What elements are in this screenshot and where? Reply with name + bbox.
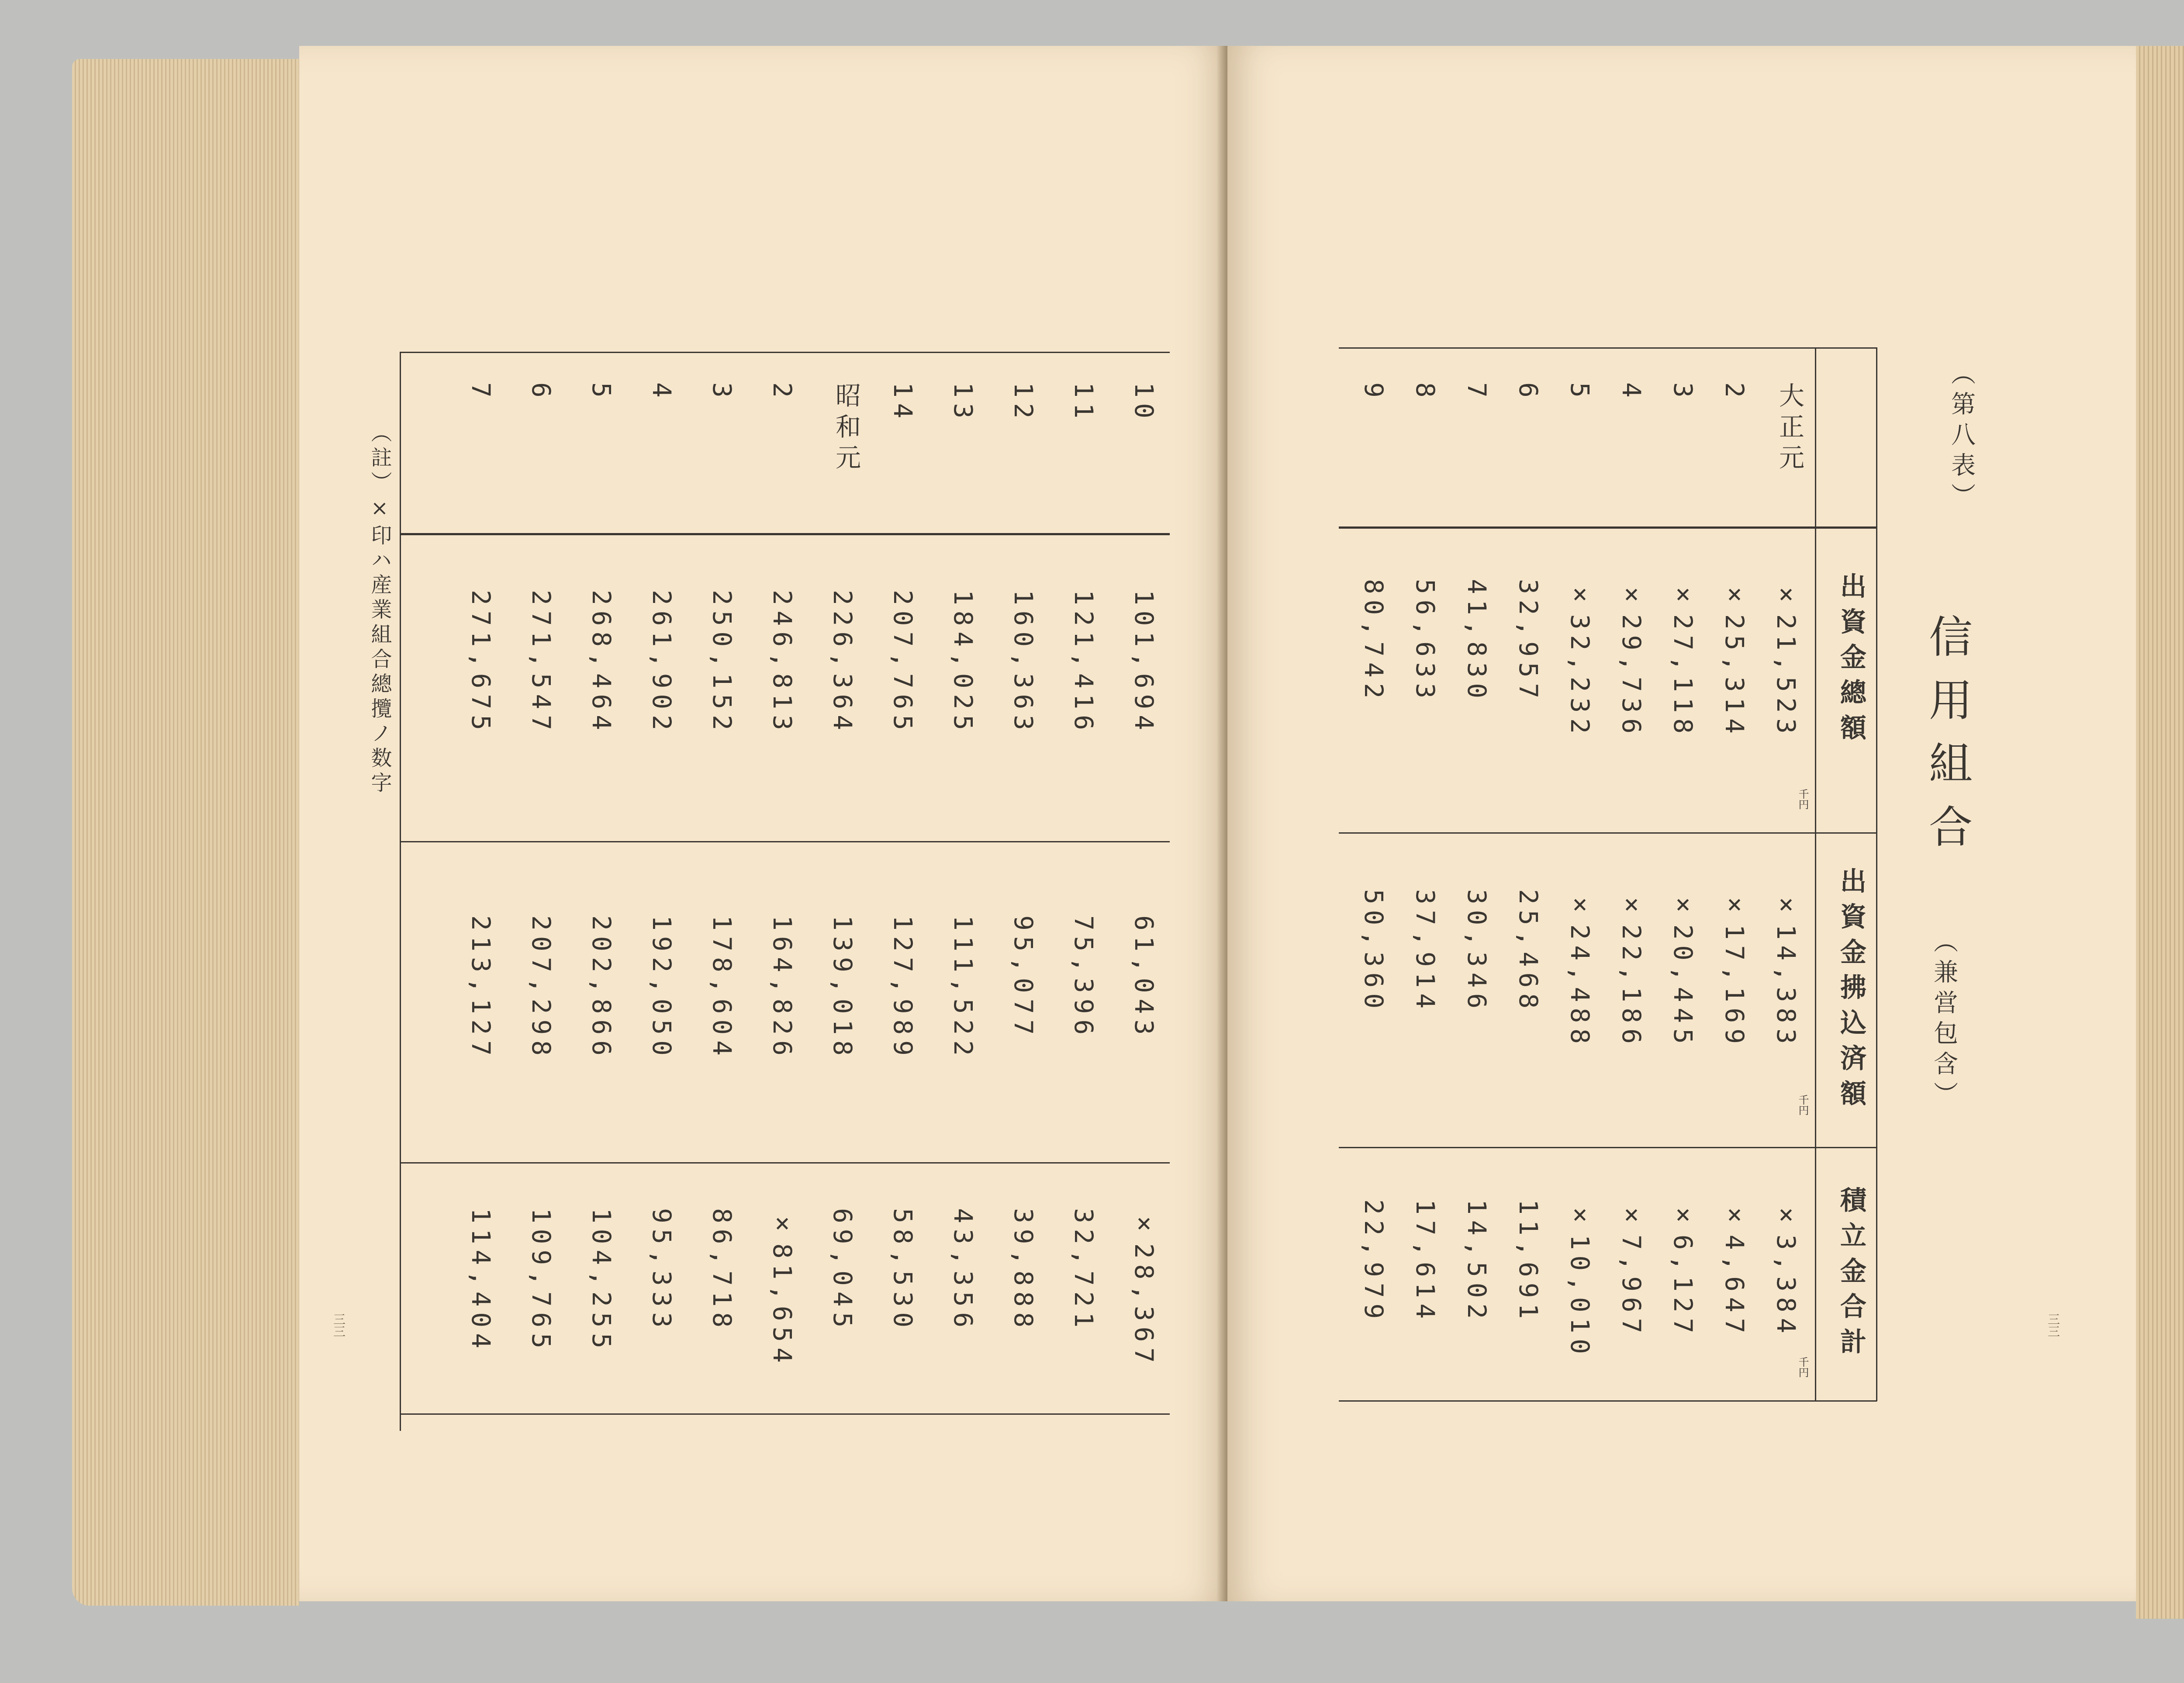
reserve-cell: ×3,384 [1771, 1199, 1801, 1339]
total-cell: 226,364 [828, 590, 857, 736]
right-page-edges [2136, 46, 2184, 1619]
year-cell: 4 [1617, 382, 1646, 403]
paid-cell: 111,522 [948, 915, 978, 1061]
year-cell: 14 [888, 382, 918, 424]
reserve-cell: 86,718 [707, 1208, 737, 1333]
total-cell: 80,742 [1359, 579, 1389, 704]
total-cell: 32,957 [1514, 579, 1543, 704]
total-cell: ×27,118 [1668, 579, 1698, 739]
reserve-cell: 69,045 [828, 1208, 857, 1333]
reserve-cell: 11,691 [1514, 1199, 1543, 1325]
total-cell: 268,464 [587, 590, 616, 736]
reserve-cell: 58,530 [888, 1208, 918, 1333]
paid-cell: 213,127 [466, 915, 496, 1061]
year-cell: 5 [587, 382, 616, 403]
year-cell: 8 [1410, 382, 1440, 403]
year-cell: 6 [526, 382, 556, 403]
paid-cell: 75,396 [1069, 915, 1099, 1041]
year-cell: 3 [707, 382, 737, 403]
reserve-cell: 104,255 [587, 1208, 616, 1354]
total-cell: 271,547 [526, 590, 556, 736]
year-cell: 5 [1565, 382, 1595, 403]
total-cell: 271,675 [466, 590, 496, 736]
total-cell: 160,363 [1009, 590, 1038, 736]
reserve-cell: 14,502 [1462, 1199, 1492, 1325]
total-cell: 41,830 [1462, 579, 1492, 704]
header-paid: 出資金拂込済額 [1836, 867, 1866, 1115]
paid-cell: 202,866 [587, 915, 616, 1061]
header-total: 出資金總額 [1836, 572, 1866, 749]
paid-cell: 207,298 [526, 915, 556, 1061]
reserve-cell: 43,356 [948, 1208, 978, 1333]
reserve-cell: ×4,647 [1720, 1199, 1749, 1339]
paid-cell: 25,468 [1514, 889, 1543, 1015]
reserve-cell: ×28,367 [1129, 1208, 1159, 1368]
reserve-cell: 114,404 [466, 1208, 496, 1354]
left-page [299, 46, 1227, 1601]
paid-cell: 95,077 [1009, 915, 1038, 1041]
total-cell: 56,633 [1410, 579, 1440, 704]
reserve-cell: 22,979 [1359, 1199, 1389, 1325]
year-cell: 11 [1069, 382, 1099, 424]
total-cell: ×25,314 [1720, 579, 1749, 739]
paid-cell: 192,050 [647, 915, 677, 1061]
paid-cell: 127,989 [888, 915, 918, 1061]
paid-cell: ×17,169 [1720, 889, 1749, 1049]
total-cell: 261,902 [647, 590, 677, 736]
year-cell: 4 [647, 382, 677, 403]
total-cell: 184,025 [948, 590, 978, 736]
total-cell: 101,694 [1129, 590, 1159, 736]
footnote: （註）×印ハ産業組合總攬ノ数字 [367, 422, 392, 796]
year-cell: 7 [466, 382, 496, 403]
header-reserve: 積立金合計 [1836, 1186, 1866, 1363]
year-cell: 大正元 [1775, 382, 1804, 475]
reserve-cell: 109,765 [526, 1208, 556, 1354]
total-cell: 250,152 [707, 590, 737, 736]
left-page-edges [72, 59, 299, 1606]
table-title: 信用組合 [1921, 614, 1973, 867]
unit-mark: 千円 [1797, 1357, 1809, 1378]
page-number: 三三 [2046, 1313, 2060, 1337]
reserve-cell: ×81,654 [767, 1208, 797, 1368]
paid-cell: 139,018 [828, 915, 857, 1061]
year-cell: 2 [1720, 382, 1749, 403]
total-cell: 121,416 [1069, 590, 1099, 736]
paid-cell: 50,360 [1359, 889, 1389, 1015]
year-cell: 9 [1359, 382, 1389, 403]
year-cell: 2 [767, 382, 797, 403]
year-cell: 昭和元 [831, 382, 861, 475]
year-cell: 10 [1129, 382, 1159, 424]
paid-cell: ×20,445 [1668, 889, 1698, 1049]
paid-cell: ×24,488 [1565, 889, 1595, 1049]
paid-cell: 178,604 [707, 915, 737, 1061]
table-subtitle: （兼営包含） [1930, 928, 1958, 1112]
total-cell: ×32,232 [1565, 579, 1595, 739]
paid-cell: 61,043 [1129, 915, 1159, 1041]
reserve-cell: ×10,010 [1565, 1199, 1595, 1360]
year-cell: 3 [1668, 382, 1698, 403]
year-cell: 6 [1514, 382, 1543, 403]
paid-cell: ×22,186 [1617, 889, 1646, 1049]
reserve-cell: ×6,127 [1668, 1199, 1698, 1339]
paid-cell: 37,914 [1410, 889, 1440, 1015]
total-cell: 246,813 [767, 590, 797, 736]
reserve-cell: 95,333 [647, 1208, 677, 1333]
right-page [1227, 46, 2136, 1601]
unit-mark: 千円 [1797, 1094, 1809, 1115]
reserve-cell: 39,888 [1009, 1208, 1038, 1333]
open-book [72, 46, 2184, 1643]
total-cell: 207,765 [888, 590, 918, 736]
paid-cell: 30,346 [1462, 889, 1492, 1015]
table-label: （第八表） [1947, 360, 1976, 513]
reserve-cell: 17,614 [1410, 1199, 1440, 1325]
reserve-cell: 32,721 [1069, 1208, 1099, 1333]
total-cell: ×21,523 [1771, 579, 1801, 739]
total-cell: ×29,736 [1617, 579, 1646, 739]
year-cell: 7 [1462, 382, 1492, 403]
paid-cell: 164,826 [767, 915, 797, 1061]
year-cell: 13 [948, 382, 978, 424]
year-cell: 12 [1009, 382, 1038, 424]
unit-mark: 千円 [1797, 789, 1809, 810]
reserve-cell: ×7,967 [1617, 1199, 1646, 1339]
page-number: 三三 [332, 1313, 346, 1337]
paid-cell: ×14,383 [1771, 889, 1801, 1049]
